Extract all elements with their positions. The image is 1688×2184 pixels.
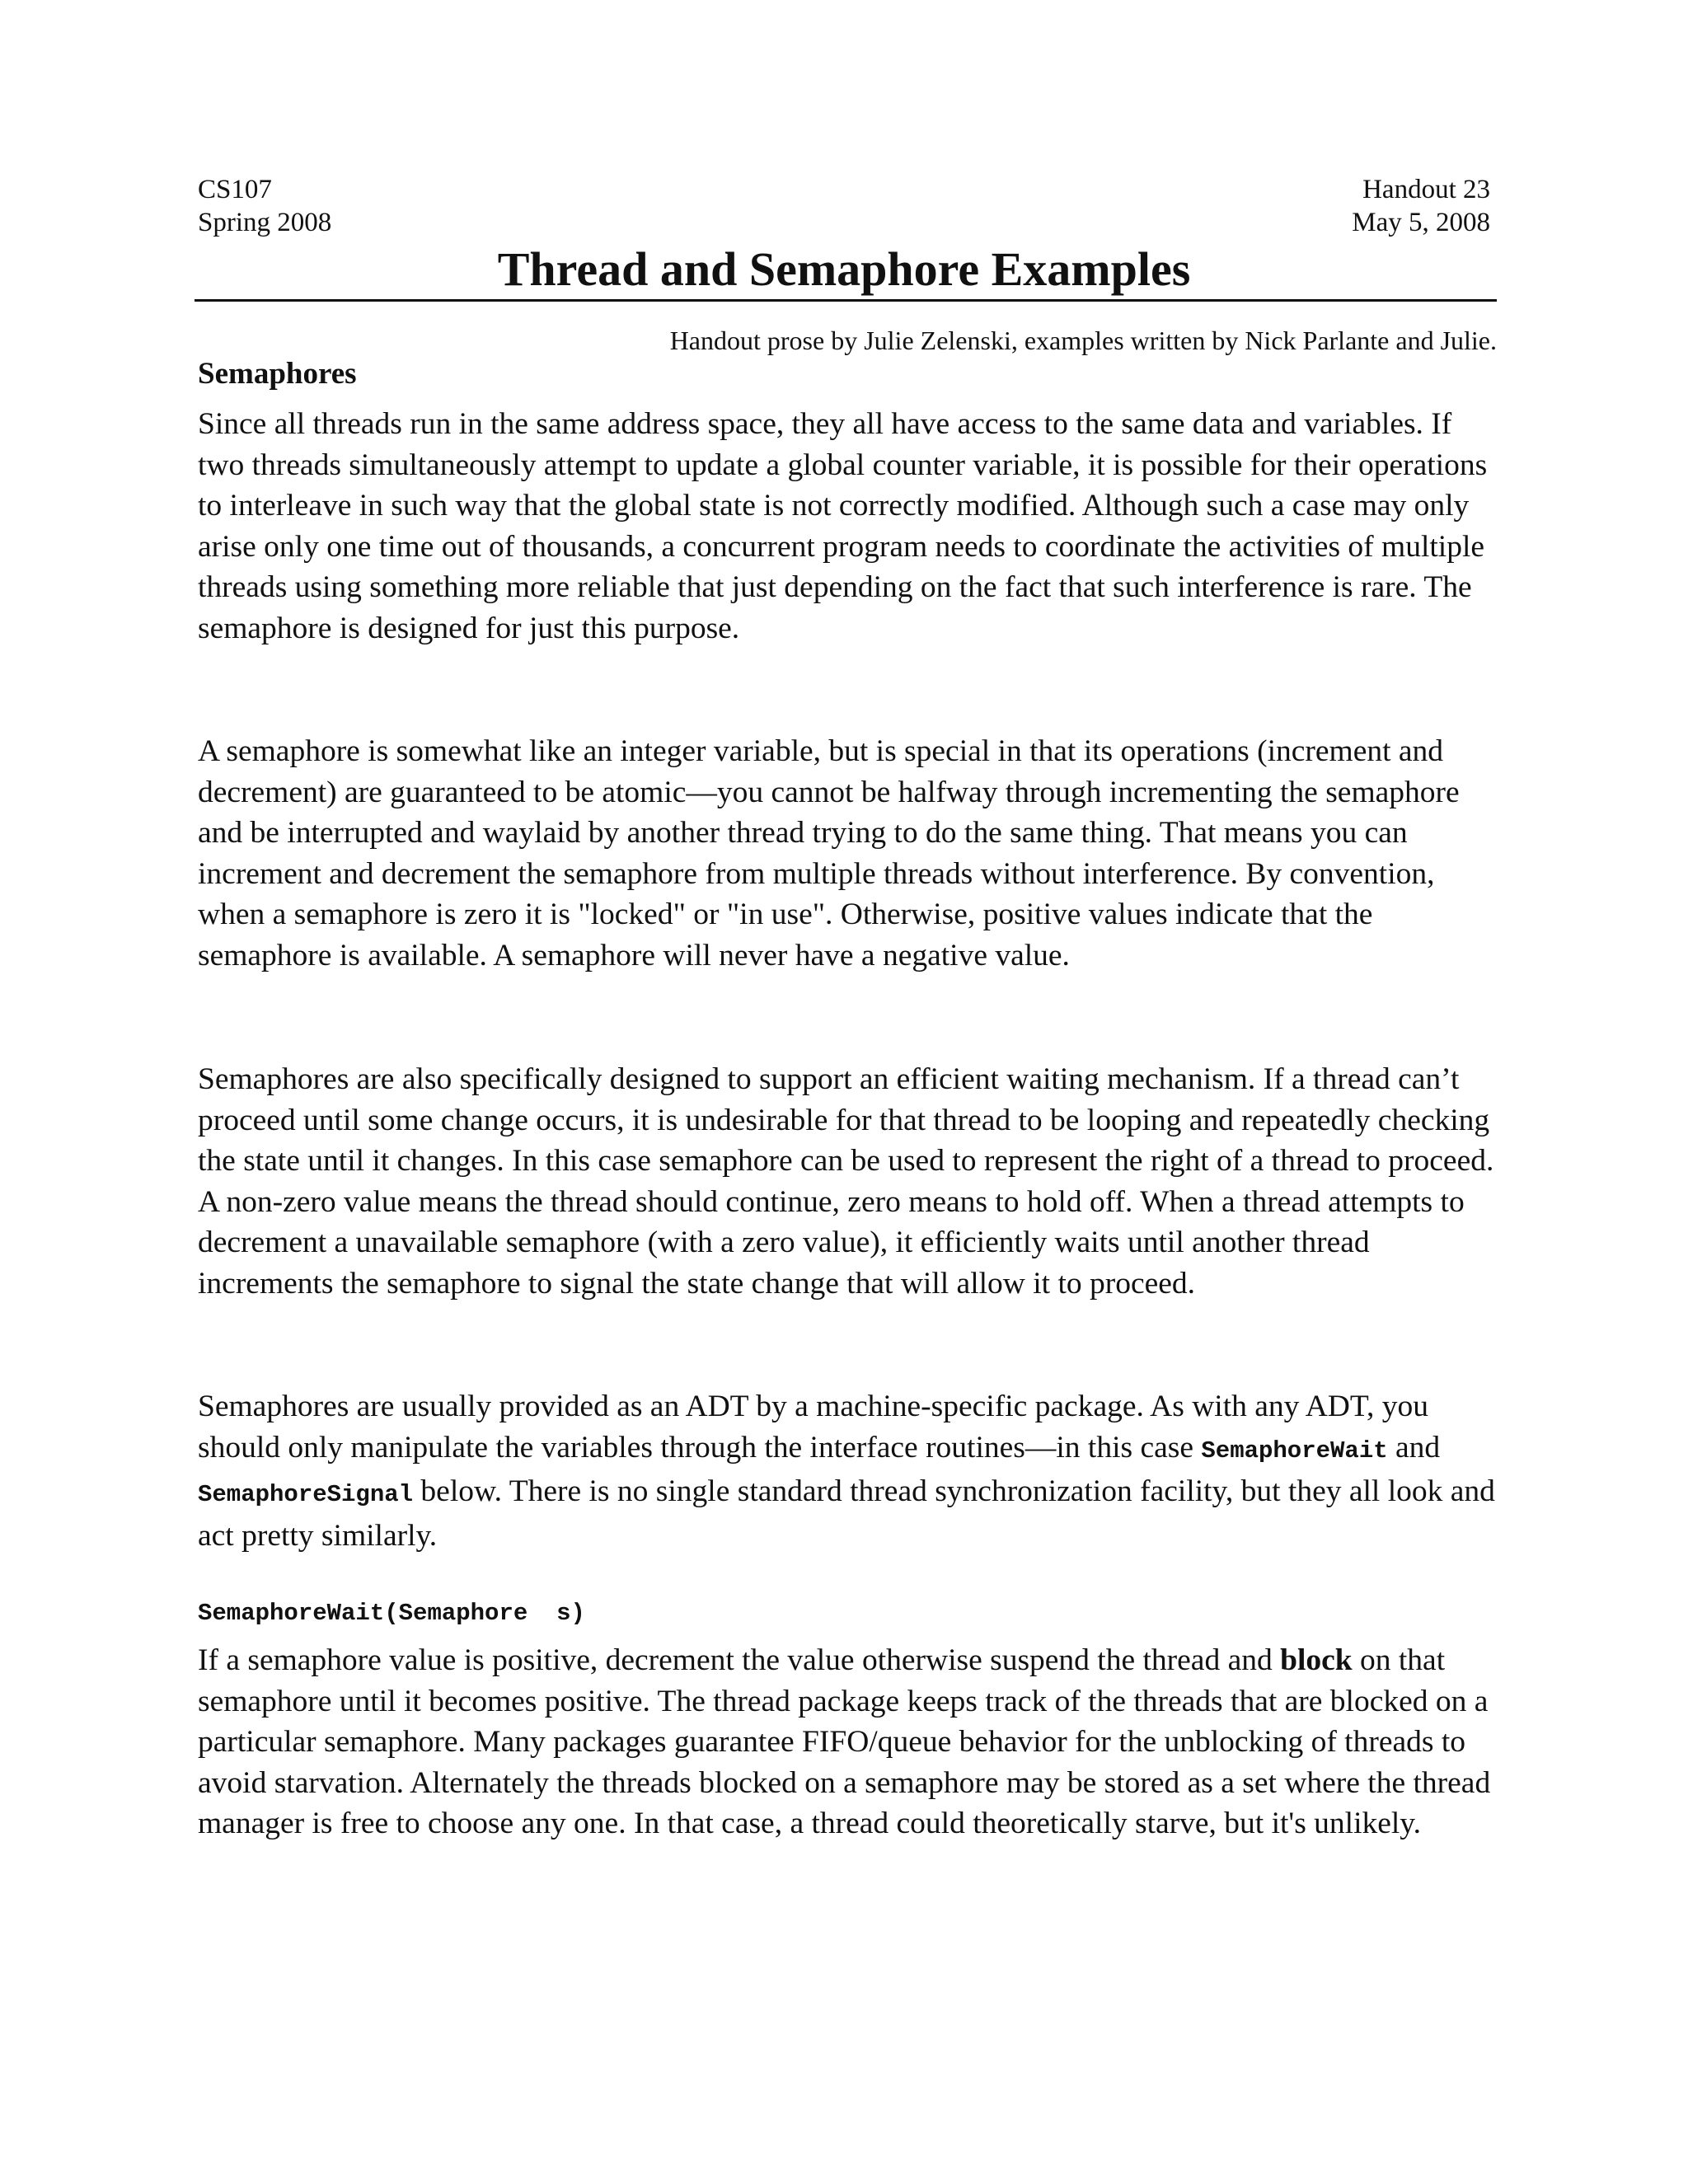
paragraph-4-text-b: and: [1387, 1430, 1441, 1465]
term-label: Spring 2008: [198, 208, 332, 237]
code-semaphore-wait: SemaphoreWait: [1201, 1436, 1388, 1465]
function-description: [198, 1640, 1500, 1844]
function-description-text-b: on that semaphore until it becomes positive. The thread package keeps track of the threads that are blocked on a particular semaphore. Many packages guarantee FIFO/queue behavior for the unblocking of threads to avoid starvation. Alternately the threads blocked on a semaphore may be stored as a set where the thread manager is free to choose any one. In that case, a thread could theoretically starve, but it's unlikely.: [198, 1643, 1491, 1841]
header-right: [1352, 173, 1490, 239]
page-title: Thread and Semaphore Examples: [497, 242, 1191, 296]
handout-number: Handout 23: [1362, 175, 1490, 204]
title-rule: [195, 299, 1497, 302]
paragraph-1: Since all threads run in the same address space, they all have access to the same data and variables. If two threads simultaneously attempt to update a global counter variable, it is possible for their operations to interleave in such way that the global state is not correctly modified. Although such a case may only arise only one time out of thousands, a concurrent program needs to coordinate the activities of multiple threads using something more reliable that just depending on the fact that such interference is rare. The semaphore is designed for just this purpose.: [198, 407, 1488, 645]
paragraph-4-text-c: below. There is no single standard thread synchronization facility, but they all look and act pretty similarly.: [198, 1474, 1495, 1553]
code-semaphore-signal: SemaphoreSignal: [198, 1481, 414, 1509]
section-heading: Semaphores: [198, 357, 357, 391]
paragraph-4-text-a: Semaphores are usually provided as an ADT by a machine-specific package. As with any ADT, you should only manipulate the variables through the interface routines—in this case: [198, 1390, 1428, 1465]
paragraph-2: A semaphore is somewhat like an integer variable, but is special in that its operations (increment and decrement) are guaranteed to be atomic—you cannot be halfway through incrementing the semaphore and be interrupted and waylaid by another thread trying to do the same thing. That means you can increment and decrement the semaphore from multiple threads without interference. By convention, when a semaphore is zero it is "locked" or "in use". Otherwise, positive values indicate that the semaphore is available. A semaphore will never have a negative value.: [198, 734, 1460, 972]
function-signature: SemaphoreWait(Semaphore s): [198, 1600, 585, 1627]
function-description-text-a: If a semaphore value is positive, decrement the value otherwise suspend the thread and: [198, 1643, 1281, 1677]
function-description-bold: block: [1280, 1643, 1353, 1677]
header-left: [198, 173, 331, 239]
course-label: CS107: [198, 175, 272, 204]
paragraph-3: Semaphores are also specifically designed to support an efficient waiting mechanism. If a thread can’t proceed until some change occurs, it is undesirable for that thread to be looping and repeatedly checking the state until it changes. In this case semaphore can be used to represent the right of a thread to proceed. A non-zero value means the thread should continue, zero means to hold off. When a thread attempts to decrement a unavailable semaphore (with a zero value), it efficiently waits until another thread increments the semaphore to signal the state change that will allow it to proceed.: [198, 1062, 1494, 1301]
credit-line: Handout prose by Julie Zelenski, examples written by Nick Parlante and Julie.: [669, 326, 1497, 355]
handout-date: May 5, 2008: [1352, 208, 1490, 237]
paragraph-4: [198, 1386, 1500, 1556]
